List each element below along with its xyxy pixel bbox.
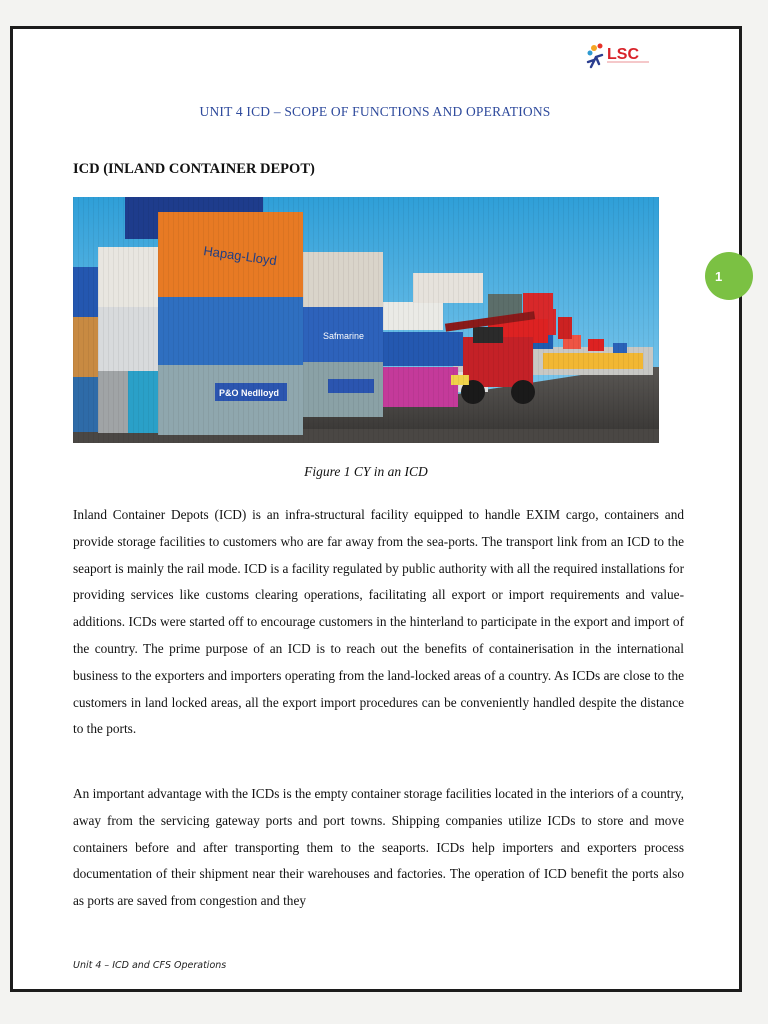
section-heading: ICD (INLAND CONTAINER DEPOT) xyxy=(73,161,315,177)
container-yard-photo xyxy=(73,197,659,443)
paragraph-icd-advantages: An important advantage with the ICDs is the empty container storage facilities located in the interiors of a country, away from the servicing gateway ports and port towns. Shipping companies utilize ICDs to store and move containers before and after transporting them to the seaports. ICDs help importers and exporters process documentation of their shipment near their warehouses and factories. The operation of ICD benefit the ports also as ports are saved from congestion and they xyxy=(73,786,684,909)
footer-unit-title: Unit 4 – ICD and CFS Operations xyxy=(73,960,227,971)
lsc-logo xyxy=(585,40,655,72)
runner-icon xyxy=(588,44,603,68)
unit-title: UNIT 4 ICD – SCOPE OF FUNCTIONS AND OPERATIONS xyxy=(199,104,551,119)
figure-caption: Figure 1 CY in an ICD xyxy=(304,464,428,479)
page-number-badge: 1 xyxy=(705,252,753,300)
paragraph-icd-definition: Inland Container Depots (ICD) is an infra-structural facility equipped to handle EXIM cargo, containers and provide storage facilities to customers who are far away from the sea-ports. The transport link from an ICD to the seaport is mainly the rail mode. ICD is a facility regulated by public authority with all the required installations for providing services like customs clearing operations, facilitating all export or import requirements and value-additions. ICDs were started off to encourage customers in the hinterland to participate in the export and import of the country. The prime purpose of an ICD is to reach out the benefits of containerisation in the international business to the exporters and importers operating from the land-locked areas of a country. As ICDs are close to the customers in land locked areas, all the export import procedures can be conveniently handled despite the distance to the ports. xyxy=(73,507,684,737)
svg-text:LSC: LSC xyxy=(607,46,639,63)
